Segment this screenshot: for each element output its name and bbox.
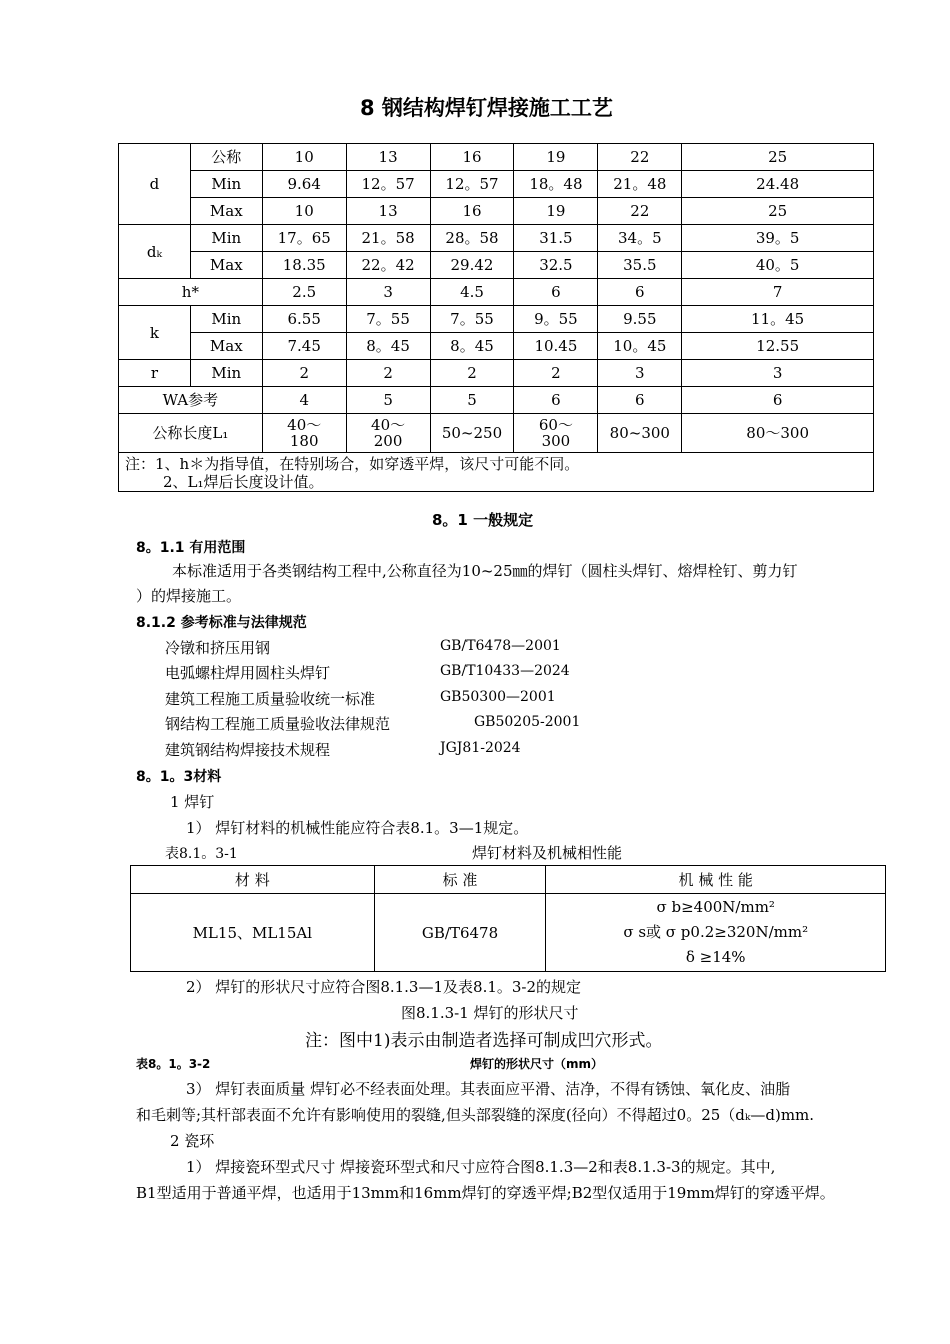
table-cell: 9。55 [514,306,598,333]
table-cell: 6 [514,279,598,306]
reference-code: GB/T6478—2001 [440,638,561,654]
table-cell: 21。58 [346,225,430,252]
row-sub-label: Min [190,360,262,387]
table-cell: 35.5 [598,252,682,279]
table-cell: 50~250 [430,414,514,453]
table-cell: 6.55 [262,306,346,333]
table-cell: 3 [346,279,430,306]
table-label: 表8。1。3-2 [136,1057,211,1071]
table-row [119,306,874,333]
properties-cell [546,894,886,972]
table-label: 表8.1。3-1 [165,846,238,862]
table-cell: 7.45 [262,333,346,360]
figure-caption: 图8.1.3-1 焊钉的形状尺寸 [401,1004,579,1022]
reference-name: 电弧螺柱焊用圆柱头焊钉 [165,664,331,682]
list-item: 1） 焊钉材料的机械性能应符合表8.1。3—1规定。 [186,819,529,837]
paragraph: 本标准适用于各类钢结构工程中,公称直径为10~25㎜的焊钉（圆柱头焊钉、熔焊栓钉、剪力钉 [172,562,798,580]
table-cell: 12.55 [682,333,874,360]
table-caption: 焊钉的形状尺寸（mm） [470,1057,604,1071]
table-row [119,144,874,171]
table-cell: 29.42 [430,252,514,279]
note-line: 2、L₁焊后长度设计值。 [163,473,324,491]
table-cell: 17。65 [262,225,346,252]
table-cell: 4.5 [430,279,514,306]
table-cell: 3 [682,360,874,387]
reference-code: JGJ81-2024 [440,740,521,756]
subsection-heading: 8.1.2 参考标准与法律规范 [136,615,307,631]
list-item: 2） 焊钉的形状尺寸应符合图8.1.3—1及表8.1。3-2的规定 [186,978,582,996]
table-cell: 40。5 [682,252,874,279]
reference-code: GB50300—2001 [440,689,556,705]
reference-code: GB/T10433—2024 [440,663,570,679]
row-sub-label: Min [190,306,262,333]
list-item: 2 瓷环 [170,1132,215,1150]
table-cell: 8。45 [430,333,514,360]
subsection-heading: 8。1。3材料 [136,769,222,785]
paragraph: 1） 焊接瓷环型式尺寸 焊接瓷环型式和尺寸应符合图8.1.3—2和表8.1.3-3的规定。其中, [186,1158,776,1176]
row-sub-label: Min [190,171,262,198]
header-standard: 标 准 [374,866,546,894]
property-line: σ b≥400N/mm² [656,898,775,916]
table-cell: 10.45 [514,333,598,360]
table-cell: 7 [682,279,874,306]
row-sub-label: Max [190,198,262,225]
table-cell: 2 [262,360,346,387]
table-cell: 6 [598,387,682,414]
table-cell: 13 [346,144,430,171]
header-properties: 机 械 性 能 [546,866,886,894]
row-group-d: d [119,144,191,225]
table-cell: 13 [346,198,430,225]
table-cell: 16 [430,198,514,225]
section-heading: 8。1 一般规定 [432,511,534,529]
figure-note: 注：图中1)表示由制造者选择可制成凹穴形式。 [305,1031,663,1051]
table-cell: 21。48 [598,171,682,198]
table-cell: 24.48 [682,171,874,198]
property-line: σ s或 σ p0.2≥320N/mm² [623,923,809,941]
table-cell: 19 [514,198,598,225]
reference-name: 钢结构工程施工质量验收法律规范 [165,715,391,733]
table-cell: 6 [682,387,874,414]
table-cell: 32.5 [514,252,598,279]
table-cell: 31.5 [514,225,598,252]
table-cell: 40～ 180 [262,414,346,453]
table-cell: 60～ 300 [514,414,598,453]
table-cell: 7。55 [346,306,430,333]
table-row [119,225,874,252]
table-cell: 2.5 [262,279,346,306]
row-group-k: k [119,306,191,360]
material-properties-table [130,865,886,972]
table-row [119,252,874,279]
row-group-dk: dₖ [119,225,191,279]
row-sub-label: Max [190,333,262,360]
table-cell: 25 [682,198,874,225]
table-cell: 25 [682,144,874,171]
table-cell: 11。45 [682,306,874,333]
table-note-row [119,453,874,492]
table-cell: 80~300 [598,414,682,453]
table-cell: 9.55 [598,306,682,333]
table-cell: 12。57 [346,171,430,198]
table-row [119,279,874,306]
table-cell: 7。55 [430,306,514,333]
table-cell: 6 [514,387,598,414]
table-cell: 5 [430,387,514,414]
table-cell: 10。45 [598,333,682,360]
row-sub-label: Max [190,252,262,279]
table-cell: 2 [514,360,598,387]
stud-dimension-table [118,143,874,492]
table-row [119,360,874,387]
row-group-wa: WA参考 [119,387,263,414]
row-group-r: r [119,360,191,387]
paragraph: B1型适用于普通平焊，也适用于13mm和16mm焊钉的穿透平焊;B2型仅适用于19mm焊钉的穿透平焊。 [136,1184,835,1202]
paragraph: 3） 焊钉表面质量 焊钉必不经表面处理。其表面应平滑、洁净，不得有锈蚀、氧化皮、油脂 [186,1080,791,1098]
table-cell: 6 [598,279,682,306]
reference-name: 建筑工程施工质量验收统一标准 [165,690,376,708]
note-line: 注：1、h＊为指导值，在特别场合，如穿透平焊，该尺寸可能不同。 [125,455,580,473]
table-cell: 39。5 [682,225,874,252]
table-cell: 18。48 [514,171,598,198]
table-row [119,333,874,360]
table-cell: 10 [262,144,346,171]
table-row [119,414,874,453]
table-cell: 5 [346,387,430,414]
table-cell: 80～300 [682,414,874,453]
table-cell: 9.64 [262,171,346,198]
table-cell: 2 [430,360,514,387]
table-cell: 4 [262,387,346,414]
table-cell: 18.35 [262,252,346,279]
standard-cell: GB/T6478 [374,894,546,972]
row-group-h: h* [119,279,263,306]
page-title: 8 钢结构焊钉焊接施工工艺 [360,96,613,120]
row-group-l1: 公称长度L₁ [119,414,263,453]
table-cell: 19 [514,144,598,171]
table-cell: 16 [430,144,514,171]
header-material: 材 料 [131,866,375,894]
table-row [119,198,874,225]
row-sub-label: Min [190,225,262,252]
material-cell: ML15、ML15Al [131,894,375,972]
table-cell: 12。57 [430,171,514,198]
list-item: 1 焊钉 [170,793,215,811]
table-cell: 2 [346,360,430,387]
table-note [119,453,874,492]
reference-code: GB50205-2001 [474,714,581,730]
table-cell: 10 [262,198,346,225]
table-row [119,171,874,198]
table-cell: 28。58 [430,225,514,252]
table-row [119,387,874,414]
table-cell: 8。45 [346,333,430,360]
row-sub-label: 公称 [190,144,262,171]
table-cell: 34。5 [598,225,682,252]
paragraph: ）的焊接施工。 [136,587,242,605]
table-caption: 焊钉材料及机械相性能 [472,844,623,862]
table-header-row [131,866,886,894]
table-cell: 40～ 200 [346,414,430,453]
table-cell: 22 [598,144,682,171]
reference-name: 建筑钢结构焊接技术规程 [165,741,331,759]
paragraph: 和毛刺等;其杆部表面不允许有影响使用的裂缝,但头部裂缝的深度(径向）不得超过0。25（dₖ—d)mm. [136,1106,815,1124]
subsection-heading: 8。1.1 有用范围 [136,540,246,556]
table-cell: 22 [598,198,682,225]
property-line: δ ≥14% [685,948,746,966]
table-cell: 22。42 [346,252,430,279]
table-cell: 3 [598,360,682,387]
table-row [131,894,886,972]
reference-name: 冷镦和挤压用钢 [165,639,271,657]
